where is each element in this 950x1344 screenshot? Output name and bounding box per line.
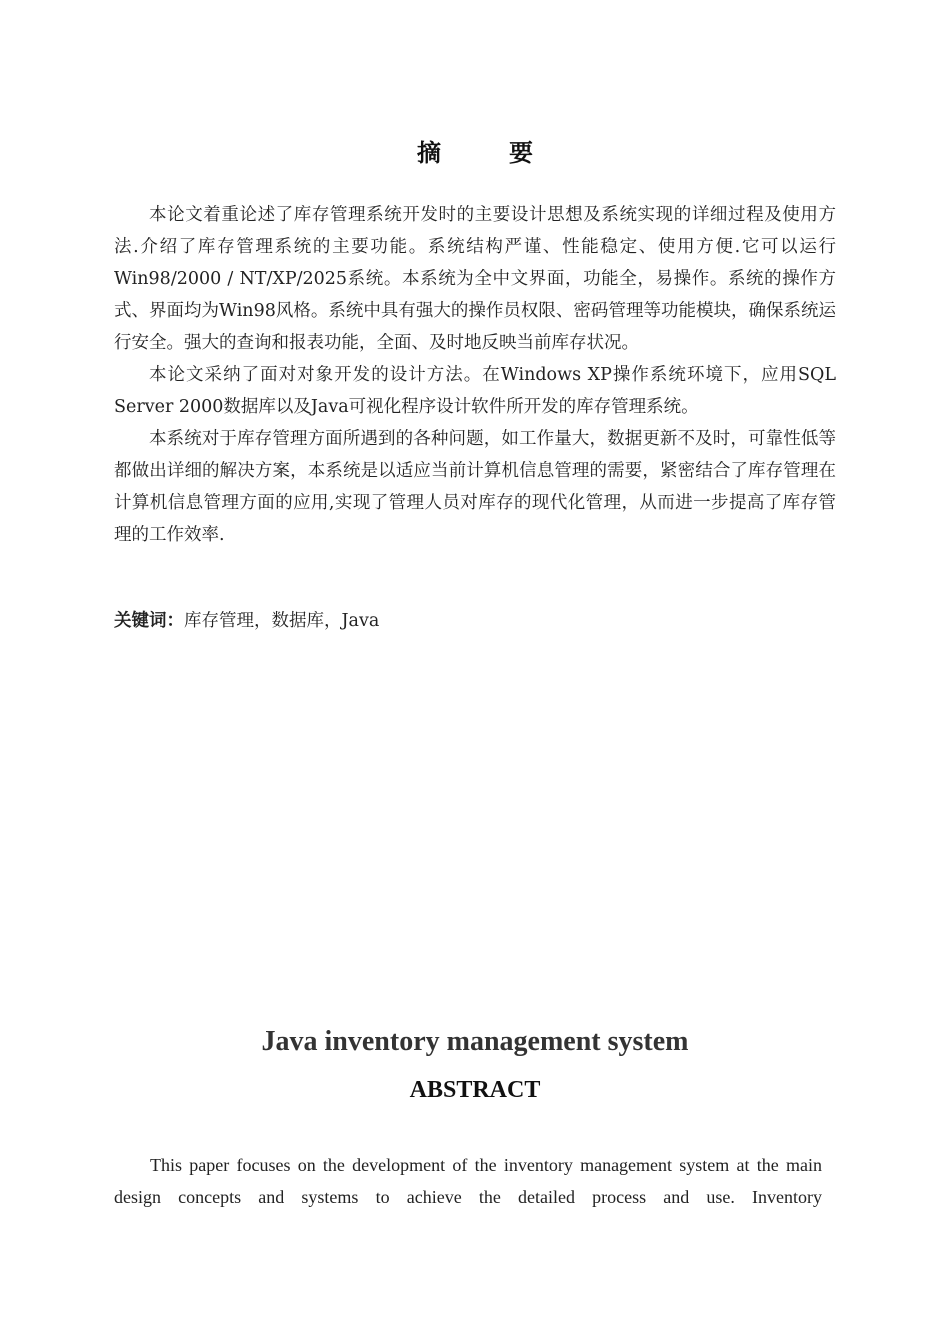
english-abstract-body	[114, 1149, 822, 1213]
keywords-label: 关键词：	[114, 611, 184, 631]
english-abstract-paragraph: This paper focuses on the development of the inventory management system at the main design concepts and systems to achieve the detailed process and use. Inventory	[114, 1155, 822, 1207]
keywords-value: 库存管理，数据库，Java	[184, 611, 380, 631]
chinese-abstract-paragraph-2: 本论文采纳了面对对象开发的设计方法。在Windows XP操作系统环境下，应用SQL Server 2000数据库以及Java可视化程序设计软件所开发的库存管理系统。	[114, 365, 836, 417]
chinese-abstract-title: 摘 要	[417, 139, 555, 167]
chinese-abstract-paragraph-1: 本论文着重论述了库存管理系统开发时的主要设计思想及系统实现的详细过程及使用方法.介绍了库存管理系统的主要功能。系统结构严谨、性能稳定、使用方便.它可以运行Win98/2000 / NT/XP/2025系统。本系统为全中文界面，功能全，易操作。系统的操作方式、界面均为Win98风格。系统中具有强大的操作员权限、密码管理等功能模块，确保系统运行安全。强大的查询和报表功能，全面、及时地反映当前库存状况。	[114, 205, 836, 353]
keywords-line	[114, 606, 379, 636]
chinese-abstract-paragraph-3: 本系统对于库存管理方面所遇到的各种问题，如工作量大，数据更新不及时，可靠性低等都做出详细的解决方案，本系统是以适应当前计算机信息管理的需要，紧密结合了库存管理在计算机信息管理方面的应用,实现了管理人员对库存的现代化管理，从而进一步提高了库存管理的工作效率.	[114, 429, 836, 545]
english-title: Java inventory management system	[261, 1026, 689, 1057]
chinese-abstract-body	[114, 199, 836, 551]
english-abstract-heading: ABSTRACT	[409, 1077, 541, 1103]
